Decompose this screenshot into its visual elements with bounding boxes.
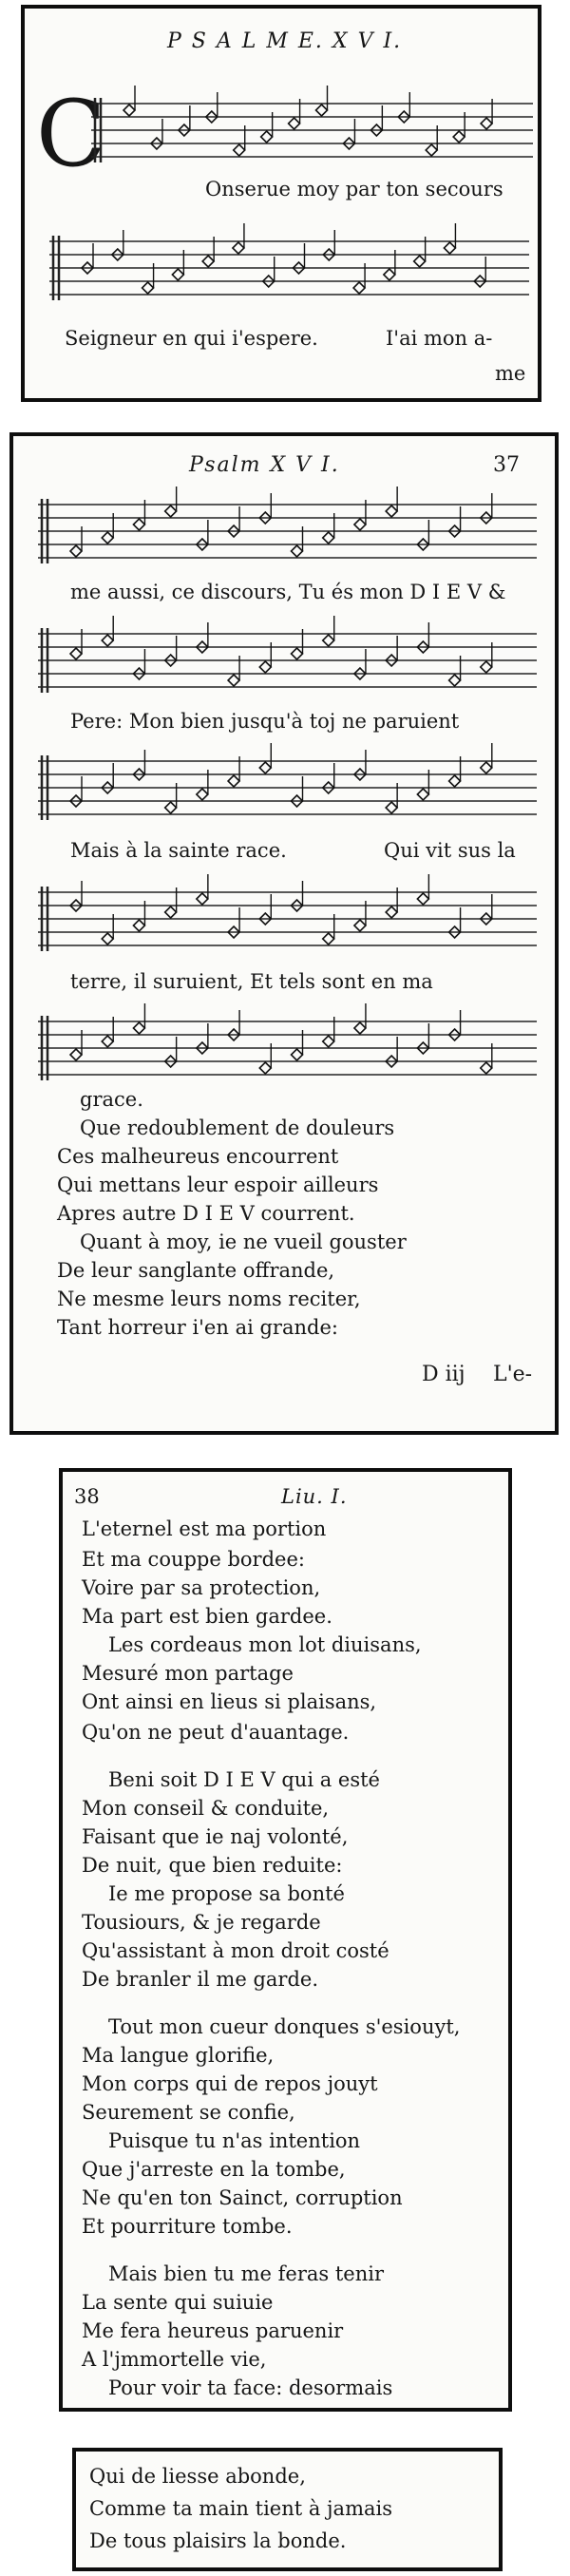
note-head	[481, 762, 492, 773]
music-staff	[38, 742, 537, 837]
note-head	[234, 144, 245, 156]
note-head	[102, 532, 113, 544]
note-head	[426, 144, 437, 156]
note-head	[197, 789, 208, 800]
verse-line: Apres autre D I E V courrent.	[57, 1202, 355, 1225]
note-head	[449, 675, 461, 686]
verse-line: De leur sanglante offrande,	[57, 1259, 335, 1282]
verse-line: De branler il me garde.	[82, 1968, 318, 1991]
verse-line: Faisant que ie naj volonté,	[82, 1825, 349, 1848]
note-head	[133, 1022, 144, 1034]
verse-line: Et pourriture tombe.	[82, 2215, 293, 2238]
note-head	[70, 648, 82, 659]
note-head	[259, 1062, 271, 1074]
note-head	[323, 933, 334, 945]
note-head	[133, 920, 144, 931]
verse-line: Mesuré mon partage	[82, 1662, 294, 1685]
music-staff	[91, 85, 533, 180]
note-head	[261, 131, 273, 143]
note-head	[172, 269, 183, 280]
verse-line: Les cordeaus mon lot diuisans,	[108, 1633, 422, 1656]
note-head	[417, 789, 428, 800]
note-head	[323, 532, 334, 544]
note-head	[202, 256, 214, 267]
verse-line: Beni soit D I E V qui a esté	[108, 1768, 380, 1791]
text-page-38	[59, 1468, 512, 2412]
verse-line: Que redoublement de douleurs	[80, 1116, 395, 1139]
verse-line: Ne qu'en ton Sainct, corruption	[82, 2186, 403, 2209]
catchword: L'e-	[493, 1363, 533, 1386]
verse-line: Ie me propose sa bonté	[108, 1882, 345, 1905]
note-head	[70, 545, 82, 557]
verse-line: Quant à moy, ie ne vueil gouster	[80, 1231, 407, 1253]
note-head	[323, 1036, 334, 1047]
verse-line: Comme ta main tient à jamais	[89, 2497, 392, 2520]
note-head	[233, 242, 244, 254]
verse-line: Qu'on ne peut d'auantage.	[82, 1721, 350, 1744]
lyric-line: me	[495, 362, 526, 385]
note-head	[481, 661, 492, 673]
page-number: 38	[74, 1485, 100, 1508]
note-head	[292, 1049, 303, 1060]
note-head	[323, 635, 334, 646]
lyric-line: Qui vit sus la	[384, 839, 516, 862]
verse-line: Mon corps qui de repos jouyt	[82, 2072, 378, 2095]
note-head	[386, 802, 397, 813]
note-head	[165, 906, 177, 918]
note-head	[102, 933, 113, 945]
verse-line: La sente qui suiuie	[82, 2291, 274, 2314]
verse-line: A l'jmmortelle vie,	[82, 2348, 267, 2371]
note-head	[165, 802, 177, 813]
drop-cap-initial: C	[36, 81, 106, 187]
note-head	[353, 282, 365, 294]
note-head	[481, 1062, 492, 1074]
verse-line: Ma langue glorifie,	[82, 2044, 275, 2067]
verse-line: Et ma couppe bordee:	[82, 1548, 305, 1571]
lyric-line: Onserue moy par ton secours	[205, 178, 504, 200]
verse-line: Tousiours, & je regarde	[82, 1911, 321, 1934]
note-head	[289, 118, 300, 129]
verse-line: Qui mettans leur espoir ailleurs	[57, 1174, 379, 1196]
music-staff	[38, 615, 537, 710]
note-head	[259, 762, 271, 773]
verse-line: Ces malheureus encourrent	[57, 1145, 339, 1168]
verse-line: Tout mon cueur donques s'esiouyt,	[108, 2015, 461, 2038]
note-head	[316, 105, 328, 116]
verse-line: Me fera heureus paruenir	[82, 2319, 344, 2342]
music-staff	[38, 1002, 537, 1097]
note-head	[197, 893, 208, 905]
music-page-37	[10, 432, 559, 1435]
note-head	[102, 1036, 113, 1047]
verse-line: Tant horreur i'en ai grande:	[57, 1316, 338, 1339]
verse-line: Mais bien tu me feras tenir	[108, 2262, 384, 2285]
note-head	[228, 775, 239, 787]
verse-line: Mon conseil & conduite,	[82, 1797, 330, 1820]
lyric-line: I'ai mon a-	[386, 327, 493, 350]
verse-line: De tous plaisirs la bonde.	[89, 2529, 347, 2552]
note-head	[354, 920, 366, 931]
lyric-line: terre, il suruient, Et tels sont en ma	[70, 970, 433, 993]
note-head	[133, 519, 144, 530]
verse-line: L'eternel est ma portion	[82, 1517, 327, 1540]
verse-line: Qu'assistant à mon droit costé	[82, 1939, 390, 1962]
lyric-line: grace.	[80, 1088, 143, 1111]
music-page-fragment-1	[21, 5, 542, 402]
verse-line: Que j'arreste en la tombe,	[82, 2158, 346, 2181]
lyric-line: Pere: Mon bien jusqu'à toj ne paruient	[70, 710, 460, 733]
verse-line: Ne mesme leurs noms reciter,	[57, 1288, 361, 1310]
lyric-line: Mais à la sainte race.	[70, 839, 287, 862]
verse-line: De nuit, que bien reduite:	[82, 1854, 343, 1877]
text-page-fragment	[72, 2448, 503, 2571]
note-head	[444, 242, 455, 254]
note-head	[481, 118, 492, 129]
psalm-header: P S A L M E. X V I.	[167, 29, 403, 53]
signature-mark: D iij	[422, 1363, 466, 1386]
page-header: Liu. I.	[281, 1485, 348, 1508]
note-head	[228, 675, 239, 686]
note-head	[124, 105, 135, 116]
verse-line: Pour voir ta face: desormais	[108, 2376, 393, 2399]
verse-line: Seurement se confie,	[82, 2101, 295, 2124]
note-head	[292, 648, 303, 659]
note-head	[165, 506, 177, 517]
page-number: 37	[493, 453, 520, 477]
verse-line: Puisque tu n'as intention	[108, 2129, 361, 2152]
music-staff	[38, 486, 537, 581]
verse-line: Qui de liesse abonde,	[89, 2465, 306, 2488]
note-head	[70, 1049, 82, 1060]
music-staff	[38, 873, 537, 968]
note-head	[386, 906, 397, 918]
note-head	[414, 256, 426, 267]
note-head	[354, 519, 366, 530]
verse-line: Ma part est bien gardee.	[82, 1605, 332, 1628]
note-head	[453, 131, 465, 143]
note-head	[384, 269, 395, 280]
verse-line: Voire par sa protection,	[82, 1576, 321, 1599]
lyric-line: me aussi, ce discours, Tu és mon D I E V &	[70, 581, 506, 603]
verse-line: Ont ainsi en lieus si plaisans,	[82, 1690, 377, 1713]
note-head	[449, 775, 461, 787]
music-staff	[49, 222, 529, 317]
note-head	[259, 661, 271, 673]
note-head	[354, 1022, 366, 1034]
note-head	[386, 506, 397, 517]
note-head	[142, 282, 154, 294]
note-head	[417, 893, 428, 905]
page-header: Psalm X V I.	[189, 453, 340, 477]
lyric-line: Seigneur en qui i'espere.	[65, 327, 318, 350]
note-head	[102, 635, 113, 646]
note-head	[292, 545, 303, 557]
